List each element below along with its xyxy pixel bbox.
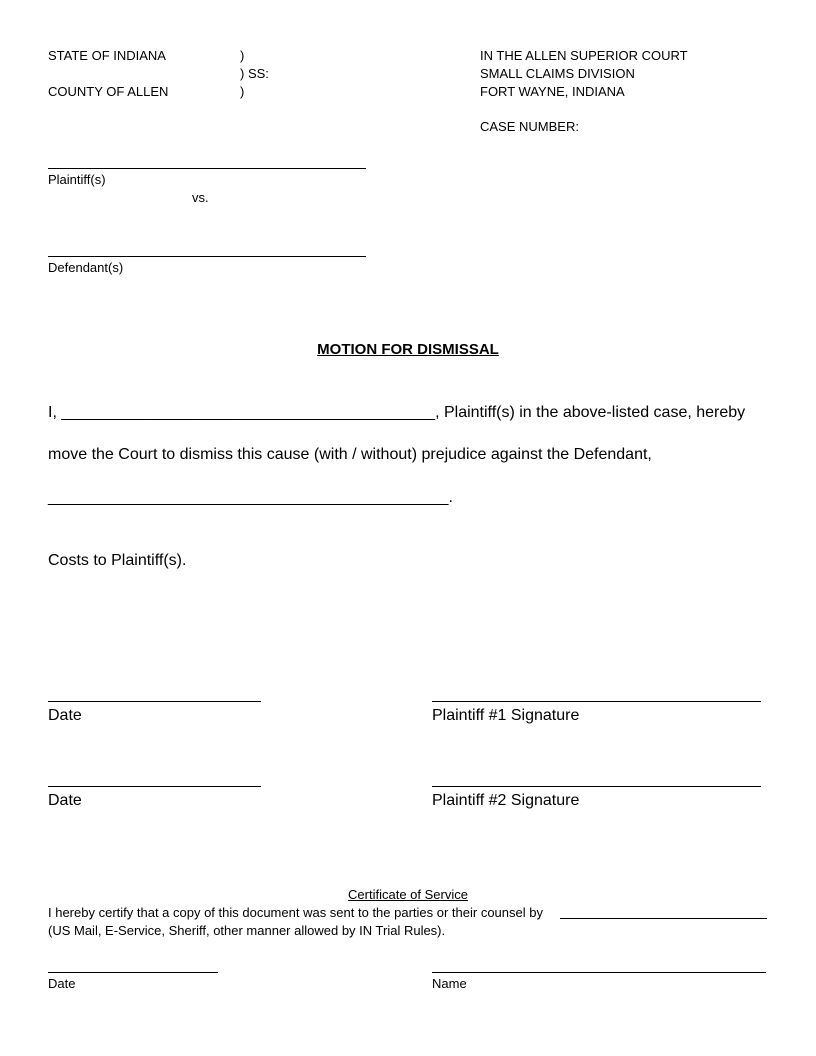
court-name: IN THE ALLEN SUPERIOR COURT	[480, 48, 688, 63]
case-number-label: CASE NUMBER:	[480, 119, 579, 134]
plaintiff-2-signature-label: Plaintiff #2 Signature	[432, 792, 580, 809]
ss-label: ) SS:	[240, 66, 269, 81]
caption-paren-1: )	[240, 48, 245, 63]
certificate-name-label: Name	[432, 976, 467, 991]
date-1-label: Date	[48, 707, 82, 724]
motion-line-1-end: , Plaintiff(s) in the above-listed case, hereby	[435, 404, 746, 421]
certificate-name-line[interactable]	[432, 972, 766, 973]
motion-line-1-start: I,	[48, 404, 57, 421]
certificate-heading: Certificate of Service	[348, 887, 468, 902]
motion-line-3	[48, 488, 453, 508]
plaintiff-1-signature-line[interactable]	[432, 701, 761, 702]
caption-paren-3: )	[240, 84, 245, 99]
versus-label: vs.	[192, 190, 209, 205]
certificate-text-line-1: I hereby certify that a copy of this document was sent to the parties or their counsel by	[48, 905, 543, 920]
date-2-line[interactable]	[48, 786, 261, 787]
court-division: SMALL CLAIMS DIVISION	[480, 66, 635, 81]
state-label: STATE OF INDIANA	[48, 48, 166, 63]
plaintiff-label: Plaintiff(s)	[48, 172, 106, 187]
plaintiff-2-signature-line[interactable]	[432, 786, 761, 787]
document-title: MOTION FOR DISMISSAL	[317, 341, 499, 358]
costs-statement: Costs to Plaintiff(s).	[48, 552, 187, 569]
certificate-text-line-2: (US Mail, E-Service, Sheriff, other manner allowed by IN Trial Rules).	[48, 923, 446, 938]
defendant-name-blank[interactable]: _____________________________________________	[48, 489, 449, 506]
certificate-date-line[interactable]	[48, 972, 218, 973]
plaintiff-name-line[interactable]	[48, 168, 366, 169]
motion-line-3-end: .	[448, 489, 453, 506]
plaintiff-1-signature-label: Plaintiff #1 Signature	[432, 707, 580, 724]
date-1-line[interactable]	[48, 701, 261, 702]
court-city: FORT WAYNE, INDIANA	[480, 84, 625, 99]
certificate-date-label: Date	[48, 976, 76, 991]
date-2-label: Date	[48, 792, 82, 809]
defendant-name-line[interactable]	[48, 256, 366, 257]
plaintiff-name-blank[interactable]: __________________________________________	[61, 404, 436, 421]
motion-line-2: move the Court to dismiss this cause (with / without) prejudice against the Defendant,	[48, 446, 652, 463]
defendant-label: Defendant(s)	[48, 260, 124, 275]
motion-line-1	[48, 403, 745, 423]
county-label: COUNTY OF ALLEN	[48, 84, 169, 99]
service-method-line[interactable]	[560, 918, 767, 919]
